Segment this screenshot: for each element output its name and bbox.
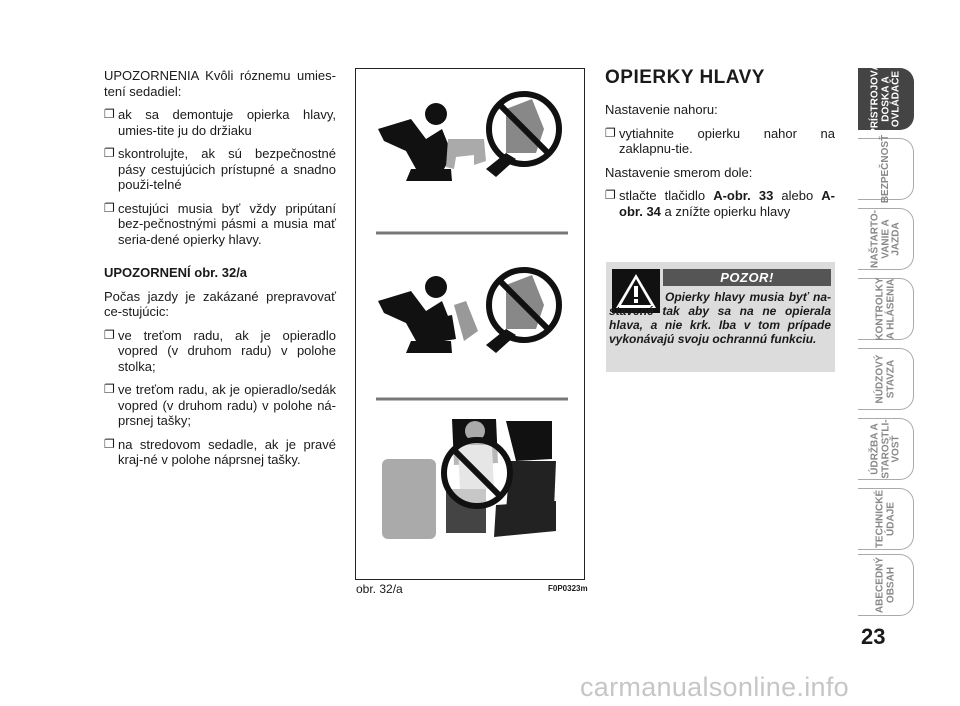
right-column [605,68,835,227]
tab-technicke-udaje[interactable]: TECHNICKÉ ÚDAJE [858,488,914,550]
checkbox-bullet-icon: ❐ [605,188,616,202]
left-column [104,68,336,476]
list-item: ❐ stlačte tlačidlo A-obr. 33 alebo A-obr. 34 a znížte opierku hlavy [605,188,835,219]
tab-nastartovanie[interactable]: NAŠTARTO- VANIE A JAZDA [858,208,914,270]
seat-illustration [356,69,586,581]
checkbox-bullet-icon: ❐ [104,327,115,342]
tab-abecedny-obsah[interactable]: ABECEDNÝ OBSAH [858,554,914,616]
list-item: ❐ ve treťom radu, ak je opieradlo vopred (v druhom radu) v polohe stolka; [104,327,336,374]
checkbox-bullet-icon: ❐ [104,146,115,160]
list-item: ❐ ve treťom radu, ak je opieradlo/sedák vopred (v druhom radu) v polohe ná-prsnej tašky; [104,382,336,428]
seat-illustration-figure [355,68,585,580]
warning-subheading: UPOZORNENÍ obr. 32/a [104,265,248,280]
list-item: ❐ ak sa demontuje opierka hlavy, umies-tite ju do držiaku [104,107,336,138]
checkbox-bullet-icon: ❐ [104,107,115,121]
figure-caption: obr. 32/a [356,582,403,596]
body-text: Nastavenie nahoru: [605,102,718,117]
warning-text: Opierky hlavy musia byť na-stavené tak aby sa na ne opierala hlava, a nie krk. Iba v tom prípade vykonávajú svoju ochrannú funkciu. [609,290,831,346]
tab-udrzba[interactable]: ÚDRŽBA A STAROSTLI- VOSŤ [858,418,914,480]
seat-table-position-illustration [378,94,559,181]
section-title: OPIERKY HLAVY [605,67,765,88]
tab-bezpecnost[interactable]: BEZPEČNOSŤ [858,138,914,200]
warning-box [606,262,835,372]
tab-pristrojova-doska[interactable]: PRÍSTROJOVÁ DOSKA A OVLÁDAČE [858,68,914,130]
tab-nudzovy-stav[interactable]: NÚDZOVÝ STAVZA [858,348,914,410]
intro-text: UPOZORNENIA Kvôli róznemu umies-tení sedadiel: [104,68,336,99]
checkbox-bullet-icon: ❐ [104,200,115,215]
watermark: carmanualsonline.info [580,672,849,702]
tab-kontrolky[interactable]: KONTROLKY A HLÁSENIA [858,278,914,340]
page-number: 23 [861,624,886,649]
list-item: ❐ na stredovom sedadle, ak je pravé kraj-né v polohe náprsnej tašky. [104,436,336,467]
list-item: ❐ cestujúci musia byť vždy pripútaní bez-pečnostnými pásmi a musia mať seria-dené opierky hlavy. [104,200,336,247]
warning-header: POZOR! [663,269,831,286]
checkbox-bullet-icon: ❐ [605,125,616,140]
list-item: ❐ skontrolujte, ak sú bezpečnostné pásy cestujúcich prístupné a snadno použi-telné [104,146,336,192]
checkbox-bullet-icon: ❐ [104,436,115,451]
body-text: Nastavenie smerom dole: [605,164,753,180]
list-item: ❐ vytiahnite opierku nahor na zaklapnu-tie. [605,125,835,156]
figure-code: F0P0323m [548,584,588,593]
middle-seat-illustration [382,419,556,539]
checkbox-bullet-icon: ❐ [104,382,115,396]
body-text: Počas jazdy je zakázané prepravovať ce-stujúcic: [104,288,336,319]
seat-bag-position-illustration [378,270,559,353]
